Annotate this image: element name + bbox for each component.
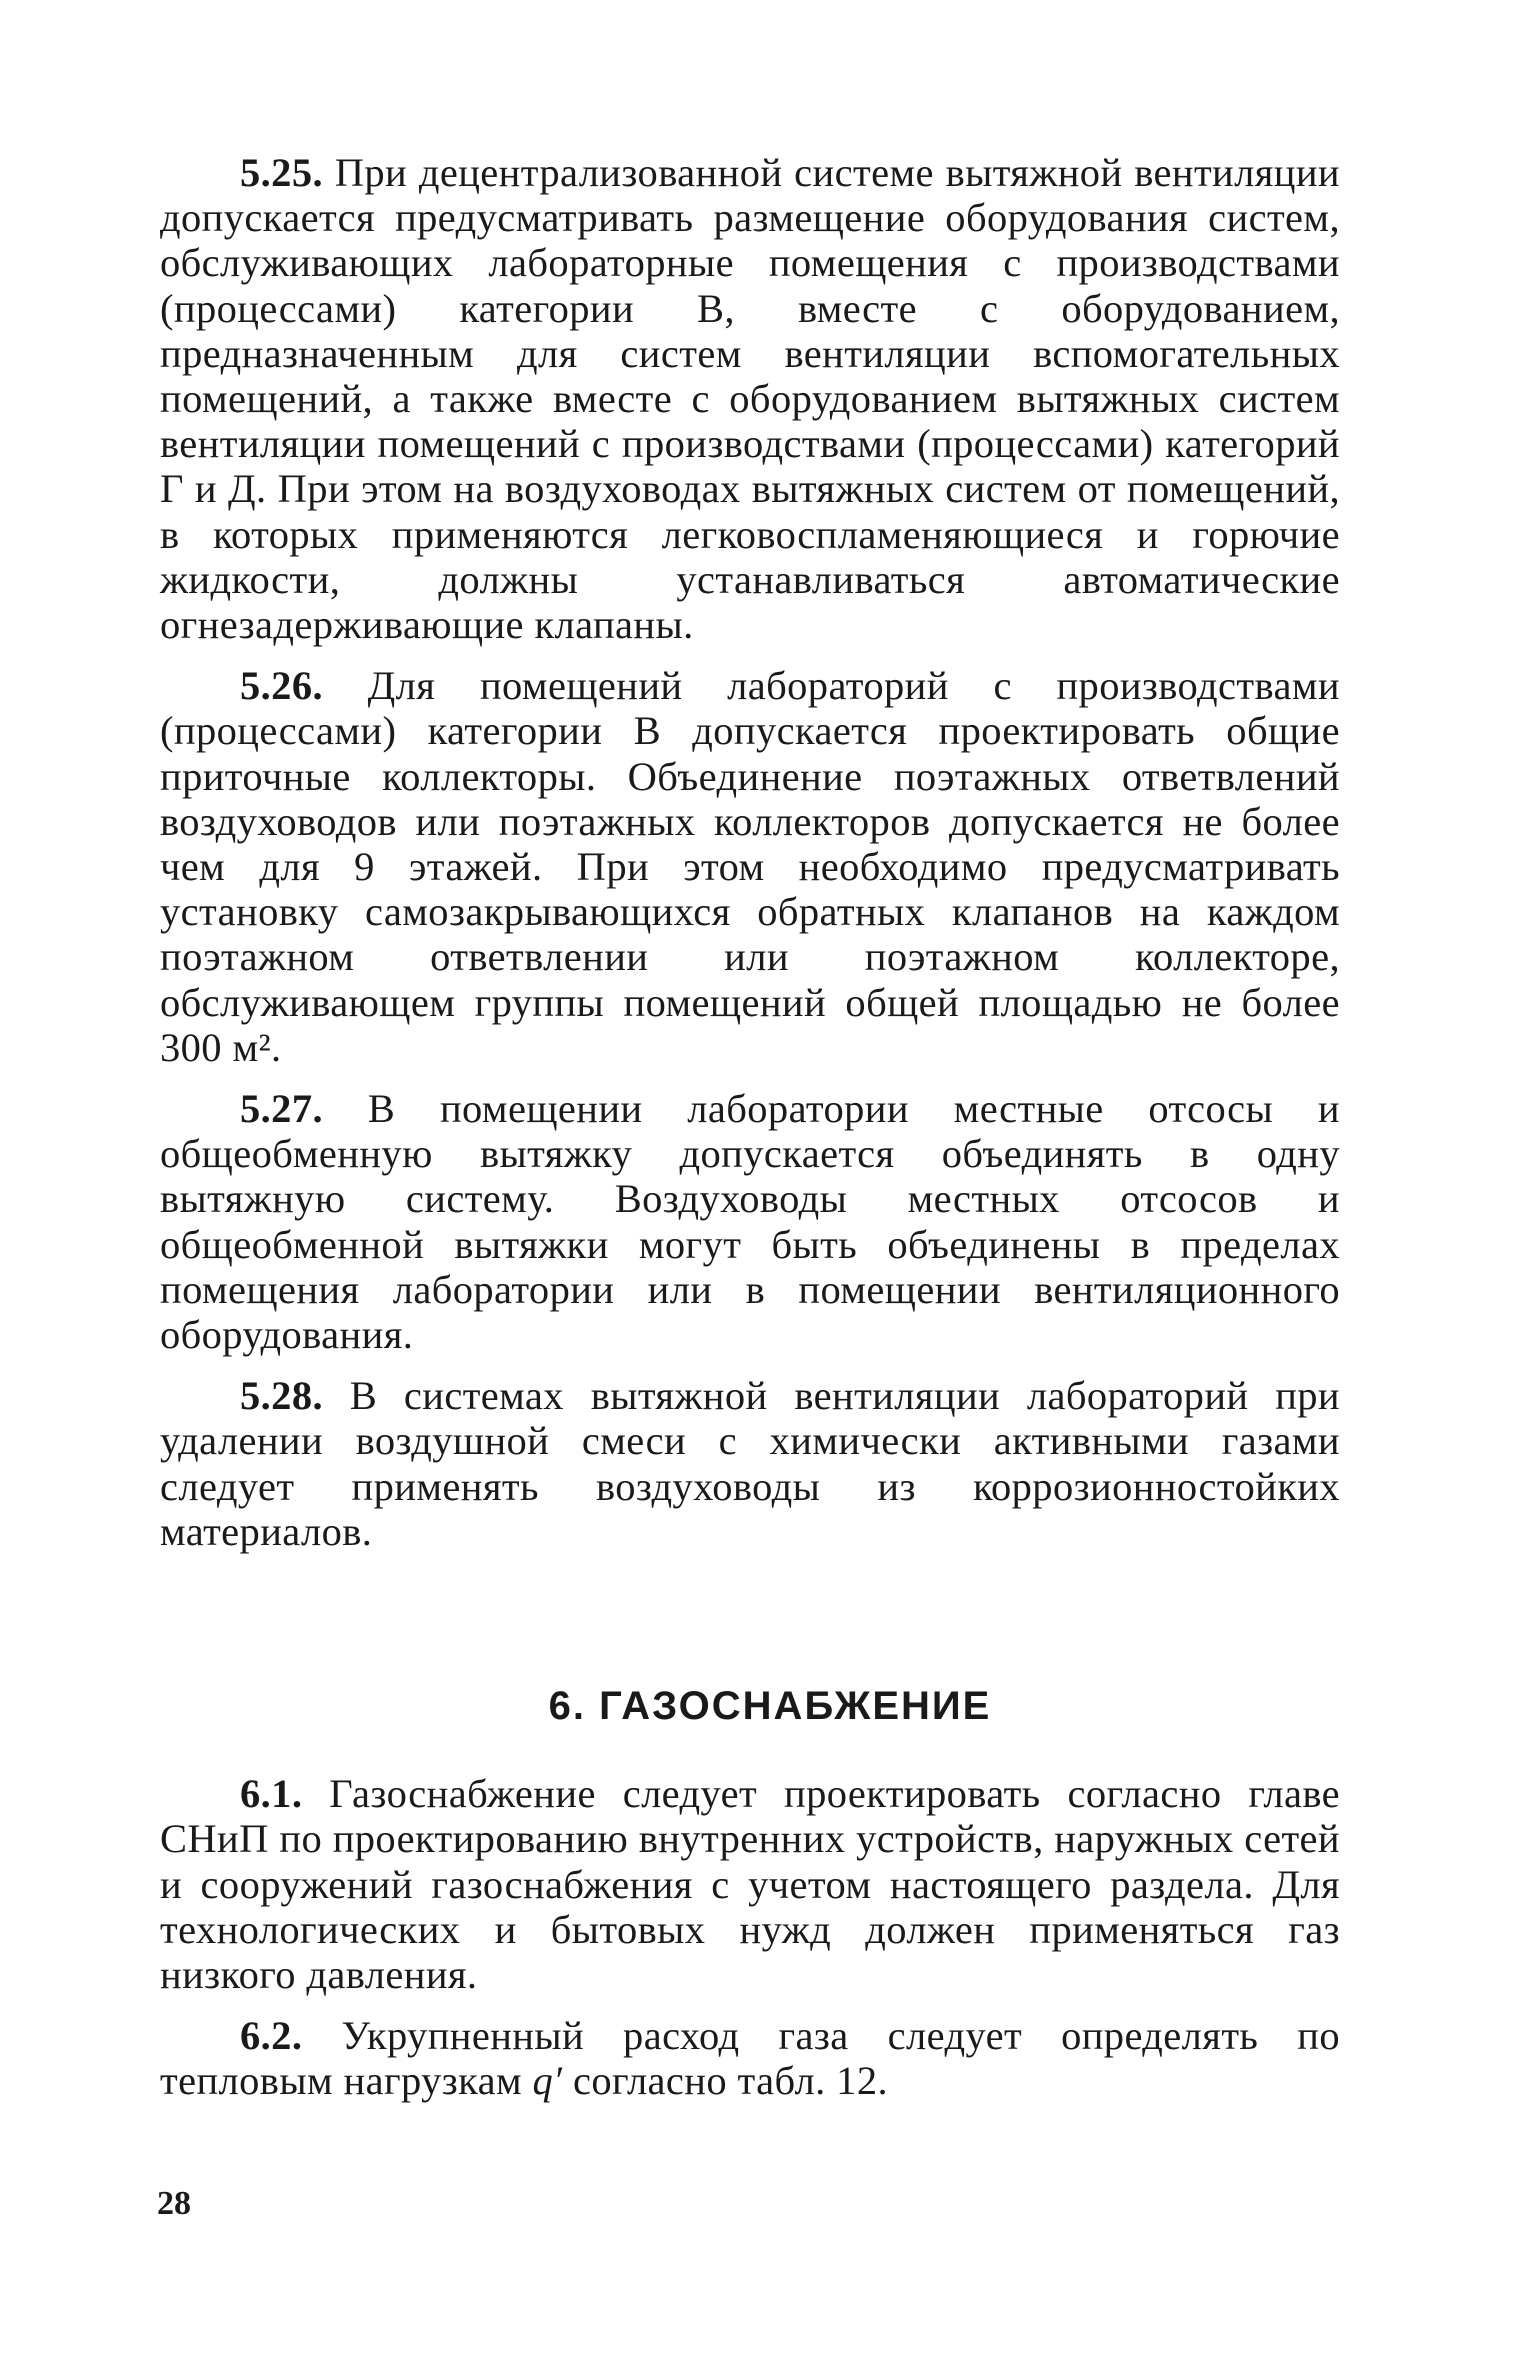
paragraph-text: При децентрализованной системе вытяжной вентиляции допускается предусматривать размещение оборудования систем, обслуживающих лабораторные помещения с производствами (процессами) категории В, вместе с оборудованием, предназначенным для систем вентиляции вспомогательных помещений, а также вместе с оборудованием вытяжных систем вентиляции помещений с производствами (процессами) категорий Г и Д. При этом на воздуховодах вытяжных систем от помещений, в которых применяются легковоспламеняющиеся и горючие жидкости, должны устанавливаться автоматические огнезадерживающие клапаны. [160, 150, 1340, 648]
page-number: 28 [157, 2185, 191, 2222]
paragraph-5-26 [160, 663, 1340, 1070]
math-symbol: q′ [532, 2058, 563, 2104]
paragraph-6-1 [160, 1771, 1340, 1997]
paragraph-number: 6.1. [240, 1771, 303, 1817]
paragraph-number: 5.27. [240, 1086, 323, 1132]
paragraph-number: 6.2. [240, 2013, 303, 2059]
paragraph-5-27 [160, 1086, 1340, 1357]
document-page [160, 150, 1340, 2120]
paragraph-5-25 [160, 150, 1340, 647]
paragraph-text: Укрупненный расход газа следует определять по тепловым нагрузкам [160, 2013, 1340, 2104]
paragraph-text: Газоснабжение следует проектировать согласно главе СНиП по проектированию внутренних устройств, наружных сетей и сооружений газоснабжения с учетом настоящего раздела. Для технологических и бытовых нужд должен применяться газ низкого давления. [160, 1771, 1340, 1997]
paragraph-text-end: согласно табл. 12. [562, 2058, 889, 2104]
paragraph-5-28 [160, 1373, 1340, 1554]
paragraph-6-2 [160, 2013, 1340, 2103]
section-heading: 6. ГАЗОСНАБЖЕНИЕ [548, 1684, 992, 1729]
paragraph-text: В системах вытяжной вентиляции лабораторий при удалении воздушной смеси с химически активными газами следует применять воздуховоды из коррозионностойких материалов. [160, 1373, 1340, 1554]
paragraph-number: 5.25. [240, 150, 323, 195]
paragraph-text: В помещении лаборатории местные отсосы и общеобменную вытяжку допускается объединять в одну вытяжную систему. Воздуховоды местных отсосов и общеобменной вытяжки могут быть объединены в пределах помещения лаборатории или в помещении вентиляционного оборудования. [160, 1086, 1340, 1358]
paragraph-number: 5.28. [240, 1373, 323, 1419]
paragraph-text: Для помещений лабораторий с производствами (процессами) категории В допускается проектировать общие приточные коллекторы. Объединение поэтажных ответвлений воздуховодов или поэтажных коллекторов допускается не более чем для 9 этажей. При этом необходимо предусматривать установку самозакрывающихся обратных клапанов на каждом поэтажном ответвлении или поэтажном коллекторе, обслуживающем группы помещений общей площадью не более 300 м². [160, 663, 1340, 1070]
paragraph-number: 5.26. [240, 663, 323, 709]
